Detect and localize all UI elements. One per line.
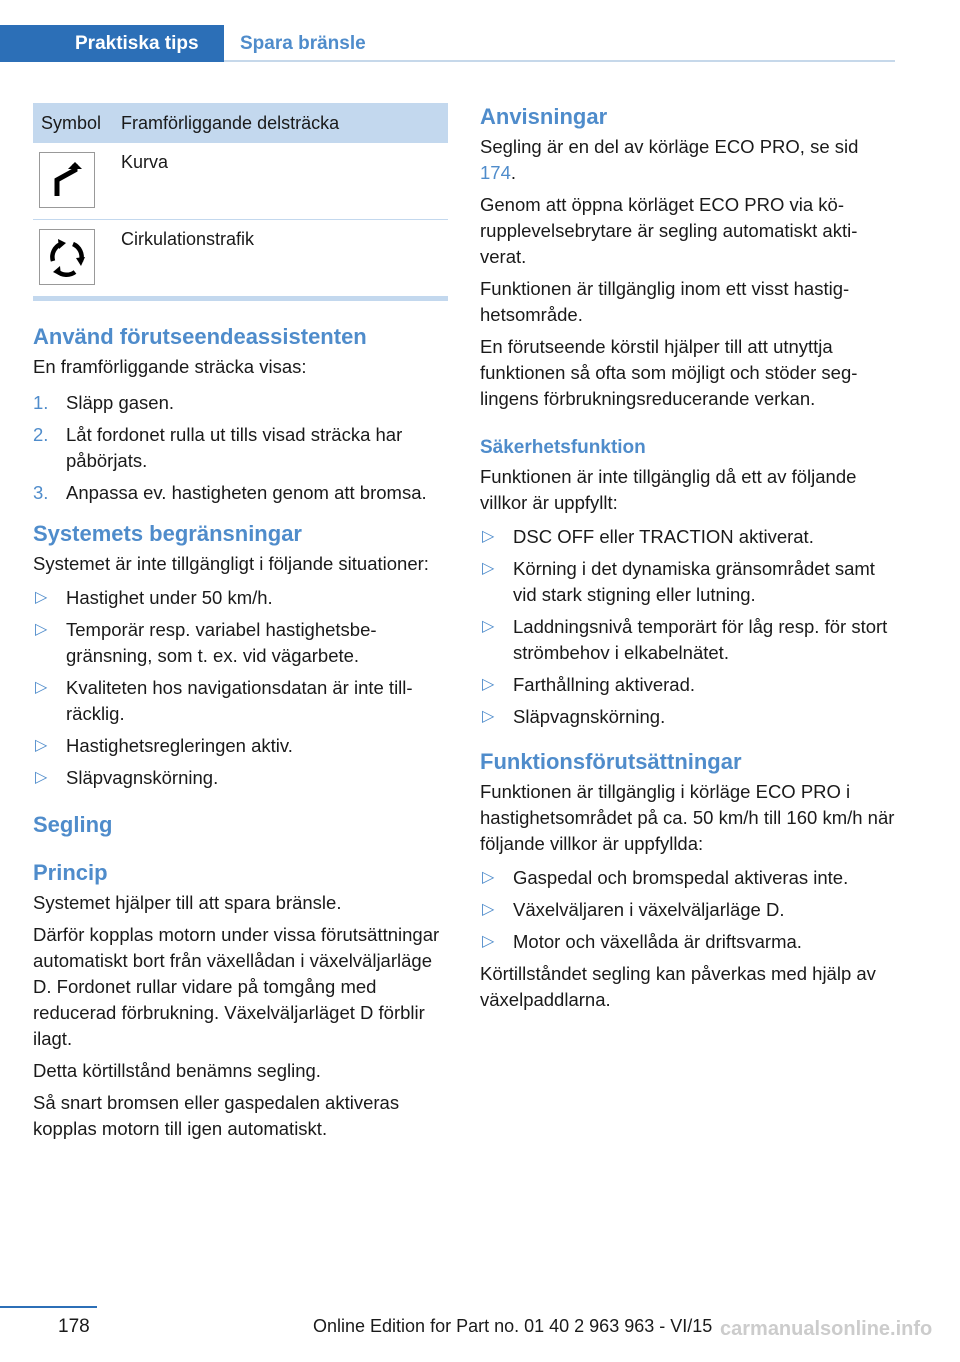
symbol-table (33, 103, 448, 296)
table-row (33, 219, 448, 296)
princip-text-4: Så snart bromsen eller gaspedalen aktiveras kopplas motorn till igen automatiskt. (33, 1092, 400, 1139)
triangle-bullet-icon: ▷ (482, 869, 495, 886)
safety-list (480, 524, 895, 730)
page-header (0, 25, 895, 62)
anv-text-2: Genom att öppna körläget ECO PRO via körupplevelsebrytare är segling automatiskt aktiverat. (480, 194, 858, 267)
page-number: 178 (58, 1316, 90, 1337)
triangle-bullet-icon: ▷ (35, 737, 48, 754)
heading-segling: Segling (33, 812, 113, 837)
list-item: 3. Anpassa ev. hastigheten genom att bromsa. (33, 482, 427, 503)
table-bottom-rule (33, 296, 448, 301)
anv-text-1: Segling är en del av körläge ECO PRO, se sid 174. (480, 136, 859, 183)
table-header-symbol: Symbol (33, 103, 121, 143)
triangle-bullet-icon: ▷ (482, 528, 495, 545)
page-number-rule (0, 1306, 97, 1308)
heading-limits: Systemets begränsningar (33, 521, 302, 546)
req-intro: Funktionen är tillgänglig i körläge ECO PRO i hastighetsområdet på ca. 50 km/h till 160 km/h när följande villkor är uppfyllda: (480, 781, 895, 854)
triangle-bullet-icon: ▷ (35, 769, 48, 786)
heading-princip: Princip (33, 860, 108, 885)
princip-text-3: Detta körtillstånd benämns segling. (33, 1060, 321, 1081)
limits-list (33, 585, 448, 791)
heading-requirements: Funktionsförutsättningar (480, 749, 742, 774)
anv-text-3: Funktionen är tillgänglig inom ett visst hastighetsområde. (480, 278, 850, 325)
list-item: ▷ Motor och växellåda är driftsvarma. (480, 929, 895, 955)
triangle-bullet-icon: ▷ (35, 679, 48, 696)
req-outro: Körtillståndet segling kan påverkas med hjälp av växelpaddlarna. (480, 963, 876, 1010)
princip-text-1: Systemet hjälper till att spara bränsle. (33, 892, 342, 913)
list-item: 2. Låt fordonet rulla ut tills visad sträcka har påbörjats. (33, 424, 403, 471)
list-item: ▷ Hastighetsregleringen aktiv. (33, 733, 448, 759)
list-item: ▷ Kvaliteten hos navigationsdatan är inte tillräcklig. (35, 677, 413, 724)
princip-text-2: Därför kopplas motorn under vissa förutsättningar automatiskt bort från växellådan i växelväljarläge D. Fordonet rullar vidare på tomgång med reducerad förbrukning. Växelväljarläget D förblir ilagt. (33, 924, 440, 1049)
triangle-bullet-icon: ▷ (482, 933, 495, 950)
list-item: ▷ Körning i det dynamiska gränsområdet samt vid stark stigning eller lutning. (482, 558, 875, 605)
triangle-bullet-icon: ▷ (482, 676, 495, 693)
roundabout-icon (39, 229, 95, 285)
triangle-bullet-icon: ▷ (482, 901, 495, 918)
left-column (33, 103, 448, 1142)
tab-praktiska-tips[interactable]: Praktiska tips (0, 25, 224, 62)
limits-intro: Systemet är inte tillgängligt i följande situationer: (33, 553, 429, 574)
triangle-bullet-icon: ▷ (482, 708, 495, 725)
triangle-bullet-icon: ▷ (482, 560, 495, 577)
triangle-bullet-icon: ▷ (35, 589, 48, 606)
table-cell-label: Kurva (121, 143, 448, 219)
triangle-bullet-icon: ▷ (35, 621, 48, 638)
heading-assist: Använd förutseendeassistenten (33, 324, 367, 349)
list-item: ▷ Hastighet under 50 km/h. (33, 585, 448, 611)
watermark: carmanualsonline.info (720, 1318, 933, 1340)
edition-text: Online Edition for Part no. 01 40 2 963 963 - VI/15 (313, 1316, 713, 1336)
safety-intro: Funktionen är inte tillgänglig då ett av följande villkor är uppfyllt: (480, 466, 857, 513)
list-item: ▷ Laddningsnivå temporärt för låg resp. för stort strömbehov i elkabelnätet. (482, 616, 888, 663)
list-item: 1. Släpp gasen. (33, 392, 175, 413)
tab-spara-bransle[interactable]: Spara bränsle (240, 33, 366, 54)
page-link-174[interactable]: 174 (480, 162, 511, 183)
list-item: ▷ Gaspedal och bromspedal aktiveras inte. (480, 865, 895, 891)
triangle-bullet-icon: ▷ (482, 618, 495, 635)
table-row (33, 143, 448, 219)
list-item: ▷ DSC OFF eller TRACTION aktiverat. (480, 524, 895, 550)
list-item: ▷ Släpvagnskörning. (480, 704, 895, 730)
requirements-list (480, 865, 895, 955)
heading-safety: Säkerhetsfunktion (480, 437, 646, 458)
table-header-section: Framförliggande delsträcka (121, 103, 448, 143)
curve-road-icon (39, 152, 95, 208)
assist-intro: En framförliggande sträcka visas: (33, 356, 307, 377)
table-cell-label: Cirkulationstrafik (121, 228, 255, 249)
list-item: ▷ Farthållning aktiverad. (480, 672, 895, 698)
list-item: ▷ Växelväljaren i växelväljarläge D. (480, 897, 895, 923)
right-column (480, 103, 895, 1013)
list-item: ▷ Temporär resp. variabel hastighetsbegränsning, som t. ex. vid vägarbete. (35, 619, 377, 666)
list-item: ▷ Släpvagnskörning. (33, 765, 448, 791)
anv-text-4: En förutseende körstil hjälper till att utnyttja funktionen så ofta som möjligt och stöder seglingens förbrukningsreducerande verkan. (480, 336, 858, 409)
heading-anvisningar: Anvisningar (480, 104, 608, 129)
assist-steps-list (33, 390, 448, 506)
